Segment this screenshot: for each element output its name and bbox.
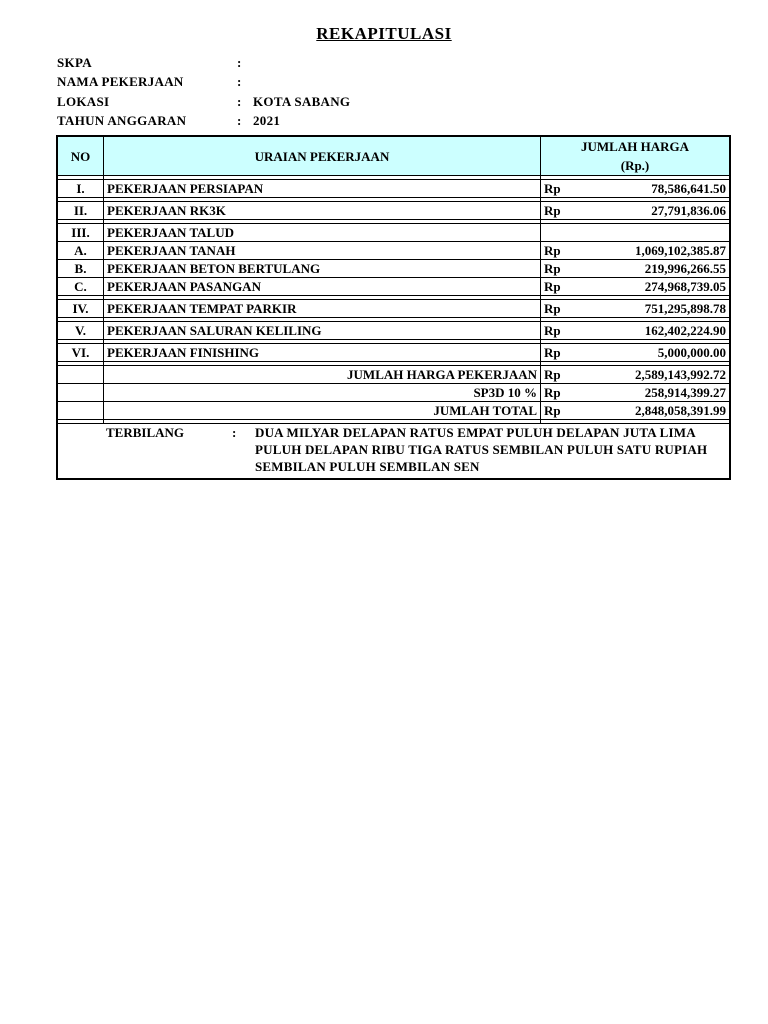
total-label: JUMLAH HARGA PEKERJAAN — [104, 366, 541, 384]
document-title: REKAPITULASI — [316, 24, 452, 43]
row-value — [570, 224, 730, 242]
row-currency: Rp — [541, 322, 570, 340]
row-value: 78,586,641.50 — [570, 180, 730, 198]
info-colon: : — [237, 74, 242, 89]
row-currency: Rp — [541, 300, 570, 318]
row-value: 27,791,836.06 — [570, 202, 730, 220]
row-desc: PEKERJAAN TALUD — [104, 224, 541, 242]
info-value: KOTA SABANG — [253, 94, 351, 109]
info-colon: : — [237, 113, 242, 128]
row-value: 219,996,266.55 — [570, 260, 730, 278]
row-desc: PEKERJAAN BETON BERTULANG — [104, 260, 541, 278]
info-value: 2021 — [253, 113, 281, 128]
table-row — [57, 242, 730, 260]
header-no: NO — [57, 136, 104, 176]
row-desc: PEKERJAAN PERSIAPAN — [104, 180, 541, 198]
row-desc: PEKERJAAN SALURAN KELILING — [104, 322, 541, 340]
table-row — [57, 322, 730, 340]
row-value: 162,402,224.90 — [570, 322, 730, 340]
terbilang-label: TERBILANG — [106, 425, 185, 440]
info-colon: : — [237, 55, 242, 70]
info-colon: : — [237, 94, 242, 109]
row-desc: PEKERJAAN PASANGAN — [104, 278, 541, 296]
row-no: IV. — [57, 300, 104, 318]
total-value: 2,589,143,992.72 — [570, 366, 730, 384]
row-value: 274,968,739.05 — [570, 278, 730, 296]
header-jumlah-line2: (Rp.) — [620, 158, 650, 173]
row-currency: Rp — [541, 260, 570, 278]
row-currency: Rp — [541, 242, 570, 260]
table-row — [57, 202, 730, 220]
row-currency: Rp — [541, 202, 570, 220]
row-desc: PEKERJAAN TEMPAT PARKIR — [104, 300, 541, 318]
row-currency: Rp — [541, 278, 570, 296]
rekapitulasi-table — [56, 135, 731, 480]
total-row — [57, 384, 730, 402]
row-value: 1,069,102,385.87 — [570, 242, 730, 260]
info-label: NAMA PEKERJAAN — [57, 74, 184, 89]
total-currency: Rp — [541, 402, 570, 420]
table-row — [57, 278, 730, 296]
row-value: 5,000,000.00 — [570, 344, 730, 362]
info-label: TAHUN ANGGARAN — [57, 113, 187, 128]
table-header-row — [57, 136, 730, 176]
row-no: II. — [57, 202, 104, 220]
terbilang-colon: : — [232, 425, 237, 440]
row-desc: PEKERJAAN RK3K — [104, 202, 541, 220]
total-currency: Rp — [541, 384, 570, 402]
header-jumlah-line1: JUMLAH HARGA — [581, 139, 689, 154]
row-no: B. — [57, 260, 104, 278]
row-desc: PEKERJAAN TANAH — [104, 242, 541, 260]
total-currency: Rp — [541, 366, 570, 384]
table-row — [57, 344, 730, 362]
table-row — [57, 300, 730, 318]
total-label: SP3D 10 % — [104, 384, 541, 402]
row-no: C. — [57, 278, 104, 296]
row-no: III. — [57, 224, 104, 242]
row-no: I. — [57, 180, 104, 198]
row-currency: Rp — [541, 180, 570, 198]
header-jumlah-harga — [541, 136, 731, 176]
info-label: LOKASI — [57, 94, 110, 109]
table-row — [57, 260, 730, 278]
total-label: JUMLAH TOTAL — [104, 402, 541, 420]
total-row — [57, 402, 730, 420]
row-value: 751,295,898.78 — [570, 300, 730, 318]
row-currency — [541, 224, 570, 242]
row-currency: Rp — [541, 344, 570, 362]
terbilang-value: DUA MILYAR DELAPAN RATUS EMPAT PULUH DELAPAN JUTA LIMA PULUH DELAPAN RIBU TIGA RATUS SEMBILAN PULUH SATU RUPIAH SEMBILAN PULUH SEMBILAN SEN — [255, 425, 708, 474]
total-value: 258,914,399.27 — [570, 384, 730, 402]
table-row — [57, 224, 730, 242]
total-row — [57, 366, 730, 384]
row-no: V. — [57, 322, 104, 340]
table-row — [57, 180, 730, 198]
info-label: SKPA — [57, 55, 92, 70]
header-uraian: URAIAN PEKERJAAN — [104, 136, 541, 176]
terbilang-row — [57, 424, 730, 480]
total-value: 2,848,058,391.99 — [570, 402, 730, 420]
row-no: A. — [57, 242, 104, 260]
row-desc: PEKERJAAN FINISHING — [104, 344, 541, 362]
row-no: VI. — [57, 344, 104, 362]
